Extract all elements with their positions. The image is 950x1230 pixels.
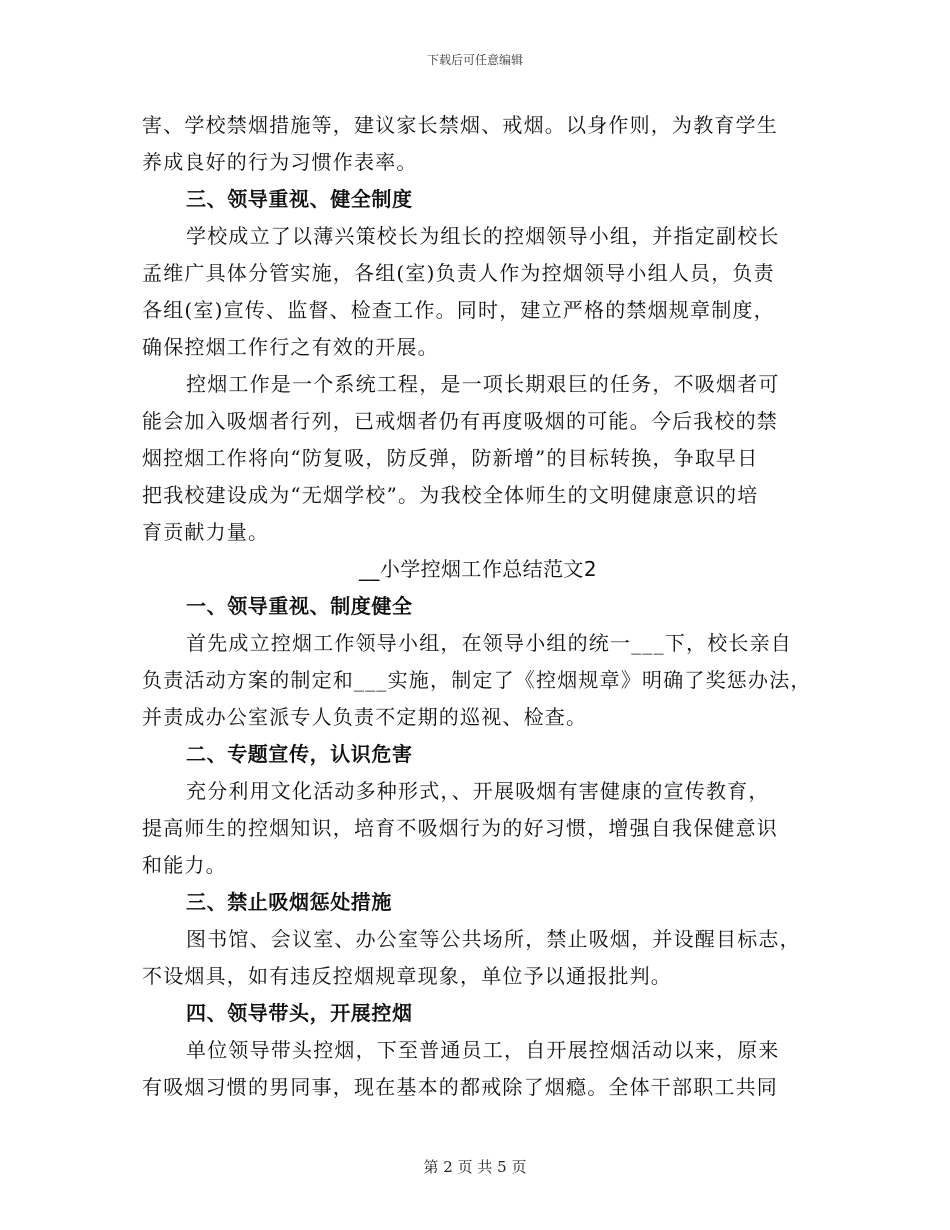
paragraph-line: 和能力。 <box>142 853 227 877</box>
paragraph-line: 有吸烟习惯的男同事，现在基本的都戒除了烟瘾。全体干部职工共同 <box>142 1075 778 1099</box>
section-heading: 二、专题宣传，认识危害 <box>186 742 413 766</box>
paragraph-line: 单位领导带头控烟，下至普通员工，自开展控烟活动以来，原来 <box>186 1038 780 1062</box>
section-heading: 一、领导重视、制度健全 <box>186 594 413 618</box>
section-heading: 三、禁止吸烟惩处措施 <box>186 890 392 914</box>
paragraph-line: 首先成立控烟工作领导小组，在领导小组的统一___下，校长亲自 <box>186 631 792 655</box>
paragraph-line: 不设烟具，如有违反控烟规章现象，单位予以通报批判。 <box>142 964 672 988</box>
paragraph-line: 充分利用文化活动多种形式，、开展吸烟有害健康的宣传教育， <box>186 779 770 803</box>
paragraph-line: 把我校建设成为“无烟学校”。为我校全体师生的文明健康意识的培 <box>142 483 759 507</box>
paragraph-line: 确保控烟工作行之有效的开展。 <box>142 335 439 359</box>
document-title: __小学控烟工作总结范文2 <box>359 557 597 581</box>
page-footer: 第 2 页 共 5 页 <box>423 1158 527 1176</box>
paragraph-line: 孟维广具体分管实施，各组(室)负责人作为控烟领导小组人员，负责 <box>142 261 775 285</box>
document-body <box>142 107 814 1106</box>
paragraph-line: 烟控烟工作将向“防复吸，防反弹，防新增”的目标转换，争取早日 <box>142 446 759 470</box>
paragraph-line: 育贡献力量。 <box>142 520 270 544</box>
paragraph-line: 养成良好的行为习惯作表率。 <box>142 150 418 174</box>
paragraph-line: 提高师生的控烟知识，培育不吸烟行为的好习惯，增强自我保健意识 <box>142 816 778 840</box>
section-heading: 三、领导重视、健全制度 <box>186 187 413 211</box>
paragraph-line: 能会加入吸烟者行列，已戒烟者仍有再度吸烟的可能。今后我校的禁 <box>142 409 778 433</box>
paragraph-line: 并责成办公室派专人负责不定期的巡视、检查。 <box>142 705 588 729</box>
paragraph-line: 控烟工作是一个系统工程，是一项长期艰巨的任务，不吸烟者可 <box>186 372 780 396</box>
paragraph-line: 害、学校禁烟措施等，建议家长禁烟、戒烟。以身作则，为教育学生 <box>142 113 778 137</box>
section-heading: 四、领导带头，开展控烟 <box>186 1001 413 1025</box>
paragraph-line: 学校成立了以薄兴策校长为组长的控烟领导小组，并指定副校长 <box>186 224 780 248</box>
paragraph-line: 各组(室)宣传、监督、检查工作。同时，建立严格的禁烟规章制度， <box>142 298 775 322</box>
page-header: 下载后可任意编辑 <box>426 53 523 67</box>
paragraph-line: 负责活动方案的制定和___实施，制定了《控烟规章》明确了奖惩办法， <box>142 668 812 692</box>
paragraph-line: 图书馆、会议室、办公室等公共场所，禁止吸烟，并设醒目标志， <box>186 927 801 951</box>
